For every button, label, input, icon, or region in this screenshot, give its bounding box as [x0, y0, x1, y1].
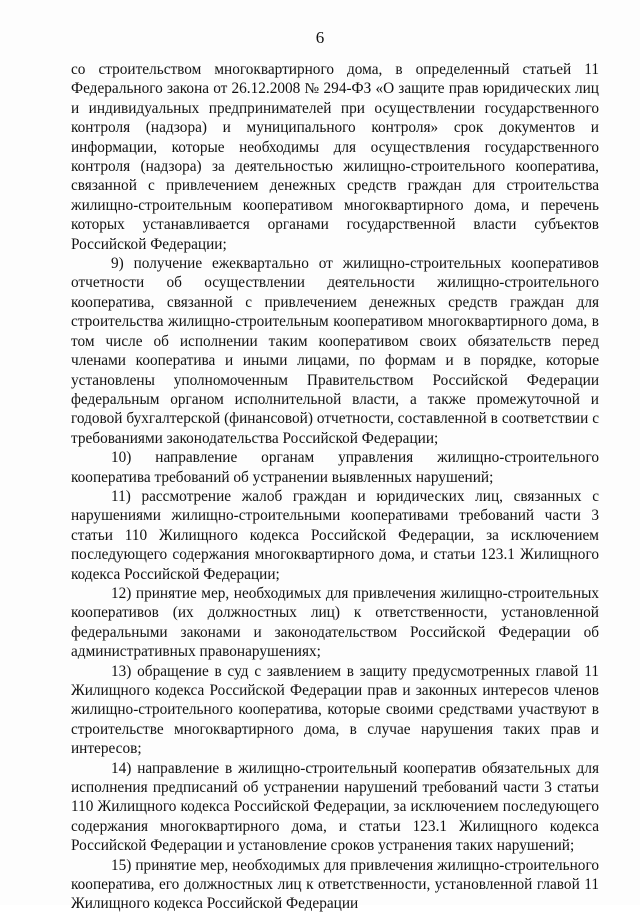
paragraph-item-14: 14) направление в жилищно-строительный кооператив обязательных для исполнения предписаний об устранении нарушений требований части 3 статьи 110 Жилищного кодекса Российской Федерации, за исключением последующего содержания многоквартирного дома, и статьи 123.1 Жилищного кодекса Российской Федерации и установление сроков устранения таких нарушений; — [71, 759, 599, 855]
paragraph-item-15: 15) принятие мер, необходимых для привлечения жилищно-строительного кооператива, его должностных лиц к ответственности, установленной главой 11 Жилищного кодекса Российской Федерации — [71, 856, 599, 913]
paragraph-item-13: 13) обращение в суд с заявлением в защиту предусмотренных главой 11 Жилищного кодекса Российской Федерации прав и законных интересов членов жилищно-строительного кооператива, которые своими средствами участвуют в строительстве многоквартирного дома, в случае нарушения таких прав и интересов; — [71, 662, 599, 758]
paragraph-continuation: со строительством многоквартирного дома, в определенный статьей 11 Федерального закона от 26.12.2008 № 294-ФЗ «О защите прав юридических лиц и индивидуальных предпринимателей при осуществлении государственного контроля (надзора) и муниципального контроля» срок документов и информации, которые необходимы для осуществления государственного контроля (надзора) за деятельностью жилищно-строительного кооператива, связанной с привлечением денежных средств граждан для строительства жилищно-строительным кооперативом многоквартирного дома, и перечень которых устанавливается органами государственной власти субъектов Российской Федерации; — [71, 61, 599, 253]
paragraph-item-11: 11) рассмотрение жалоб граждан и юридических лиц, связанных с нарушениями жилищно-строительными кооперативами требований части 3 статьи 110 Жилищного кодекса Российской Федерации, за исключением последующего содержания многоквартирного дома, и статьи 123.1 Жилищного кодекса Российской Федерации; — [71, 487, 599, 583]
paragraph-item-10: 10) направление органам управления жилищно-строительного кооператива требований об устранении выявленных нарушений; — [71, 449, 599, 486]
page-number: 6 — [315, 28, 325, 47]
document-body — [71, 60, 599, 914]
paragraph-item-9: 9) получение ежеквартально от жилищно-строительных кооперативов отчетности об осуществлении деятельности жилищно-строительного кооператива, связанной с привлечением денежных средств граждан для строительства жилищно-строительным кооперативом многоквартирного дома, в том числе об исполнении таким кооперативом своих обязательств перед членами кооператива и иными лицами, по формам и в порядке, которые установлены уполномоченным Правительством Российской Федерации федеральным органом исполнительной власти, а также промежуточной и годовой бухгалтерской (финансовой) отчетности, составленной в соответствии с требованиями законодательства Российской Федерации; — [71, 255, 599, 447]
paragraph-item-12: 12) принятие мер, необходимых для привлечения жилищно-строительных кооперативов (их должностных лиц) к ответственности, установленной федеральными законами и законодательством Российской Федерации об административных правонарушениях; — [71, 584, 599, 661]
